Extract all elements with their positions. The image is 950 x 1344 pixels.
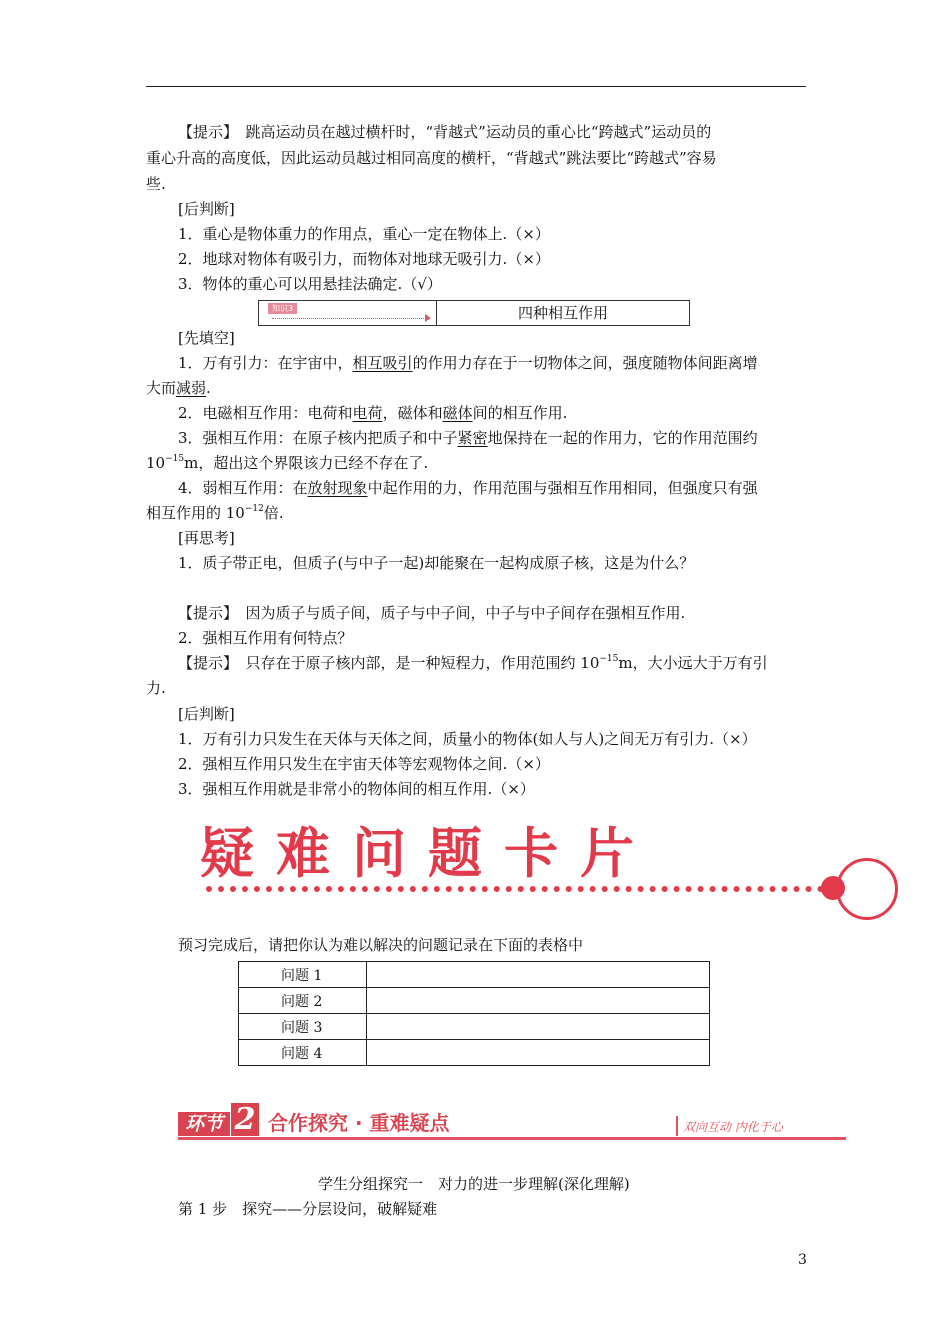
fill-item-3: 3．强相互作用：在原子核内把质子和中子紧密地保持在一起的作用力，它的作用范围约 xyxy=(178,429,758,447)
question-table xyxy=(238,961,710,1066)
judge-item-2: 2．地球对物体有吸引力，而物体对地球无吸引力.（×） xyxy=(178,250,550,268)
fill-item-4-line2: 相互作用的 $10^{-12}$倍. xyxy=(146,504,284,522)
header-rule xyxy=(146,86,806,87)
banner-dotted-line xyxy=(206,886,824,892)
section-motto: 双向互动 内化于心 xyxy=(683,1120,783,1134)
think-question-2: 2．强相互作用有何特点？ xyxy=(178,629,353,647)
section-underline xyxy=(178,1137,846,1140)
step-heading: 第 1 步 探究——分层设问，破解疑难 xyxy=(178,1200,438,1218)
answer-blank: 放射现象 xyxy=(307,479,368,497)
table-intro: 预习完成后，请把你认为难以解决的问题记录在下面的表格中 xyxy=(178,936,584,954)
hint-paragraph-3: 【提示】 只存在于原子核内部，是一种短程力，作用范围约 $10^{-15}m$，大小远大于万有引 xyxy=(178,654,768,672)
hint-text: 跳高运动员在越过横杆时，“背越式”运动员的重心比“跨越式”运动员的 xyxy=(230,123,712,141)
question-answer-cell[interactable] xyxy=(367,962,710,988)
section-heading-fill: [先填空] xyxy=(178,329,235,347)
answer-blank: 相互吸引 xyxy=(352,354,413,372)
fill-item-3-line2: $10^{-15}m$，超出这个界限该力已经不存在了. xyxy=(146,454,429,472)
table-row xyxy=(239,1040,710,1066)
think-question-1: 1．质子带正电，但质子(与中子一起)却能聚在一起构成原子核，这是为什么？ xyxy=(178,554,695,572)
section-heading-after-judge: [后判断] xyxy=(178,200,235,218)
question-label: 问题 4 xyxy=(239,1040,367,1066)
knowledge-title: 四种相互作用 xyxy=(436,300,690,326)
question-answer-cell[interactable] xyxy=(367,1040,710,1066)
hint-tag: 【提示】 xyxy=(178,123,231,141)
question-answer-cell[interactable] xyxy=(367,988,710,1014)
explore-title: 学生分组探究一 对力的进一步理解(深化理解) xyxy=(318,1175,630,1193)
table-row xyxy=(239,1014,710,1040)
ring-icon xyxy=(836,858,898,920)
question-label: 问题 3 xyxy=(239,1014,367,1040)
hint-paragraph-3-line2: 力. xyxy=(146,679,166,697)
table-row xyxy=(239,988,710,1014)
hint-paragraph-1-line2: 重心升高的高度低，因此运动员越过相同高度的横杆，“背越式”跳法要比“跨越式”容易 xyxy=(146,149,717,167)
section-heading-after-judge-2: [后判断] xyxy=(178,705,235,723)
answer-blank: 减弱 xyxy=(176,379,207,397)
fill-item-1-line2: 大而减弱. xyxy=(146,379,211,397)
section-separator xyxy=(676,1116,678,1136)
fill-item-1: 1．万有引力：在宇宙中，相互吸引的作用力存在于一切物体之间，强度随物体间距离增 xyxy=(178,354,758,372)
question-label: 问题 2 xyxy=(239,988,367,1014)
hint-paragraph-2: 【提示】 因为质子与质子间，质子与中子间，中子与中子间存在强相互作用. xyxy=(178,604,686,622)
hint-paragraph-1-line3: 些. xyxy=(146,175,166,193)
dot-icon xyxy=(821,876,845,900)
knowledge-arrow xyxy=(272,318,428,319)
fill-item-4: 4．弱相互作用：在放射现象中起作用的力，作用范围与强相互作用相同，但强度只有强 xyxy=(178,479,758,497)
question-label: 问题 1 xyxy=(239,962,367,988)
judge-item-3: 3．物体的重心可以用悬挂法确定.（√） xyxy=(178,275,442,293)
answer-blank: 紧密 xyxy=(457,429,488,447)
section-badge-label: 环节 xyxy=(178,1112,230,1136)
page-number: 3 xyxy=(798,1252,807,1268)
difficulty-card-banner: 疑难问题卡片 xyxy=(200,822,656,885)
hint-paragraph-1 xyxy=(178,122,711,142)
section-badge-number: 2 xyxy=(231,1103,259,1136)
judge2-item-1: 1．万有引力只发生在天体与天体之间，质量小的物体(如人与人)之间无万有引力.（×） xyxy=(178,730,757,748)
arrow-head-icon xyxy=(425,314,431,322)
section-title: 合作探究 · 重难疑点 xyxy=(268,1111,450,1135)
knowledge-label: 知识3 xyxy=(268,303,297,314)
judge2-item-3: 3．强相互作用就是非常小的物体间的相互作用.（×） xyxy=(178,780,535,798)
table-row xyxy=(239,962,710,988)
judge-item-1: 1．重心是物体重力的作用点，重心一定在物体上.（×） xyxy=(178,225,550,243)
judge2-item-2: 2．强相互作用只发生在宇宙天体等宏观物体之间.（×） xyxy=(178,755,550,773)
answer-blank: 电荷 xyxy=(352,404,383,422)
answer-blank: 磁体 xyxy=(442,404,473,422)
question-answer-cell[interactable] xyxy=(367,1014,710,1040)
fill-item-2: 2．电磁相互作用：电荷和电荷，磁体和磁体间的相互作用. xyxy=(178,404,568,422)
section-heading-think: [再思考] xyxy=(178,529,235,547)
